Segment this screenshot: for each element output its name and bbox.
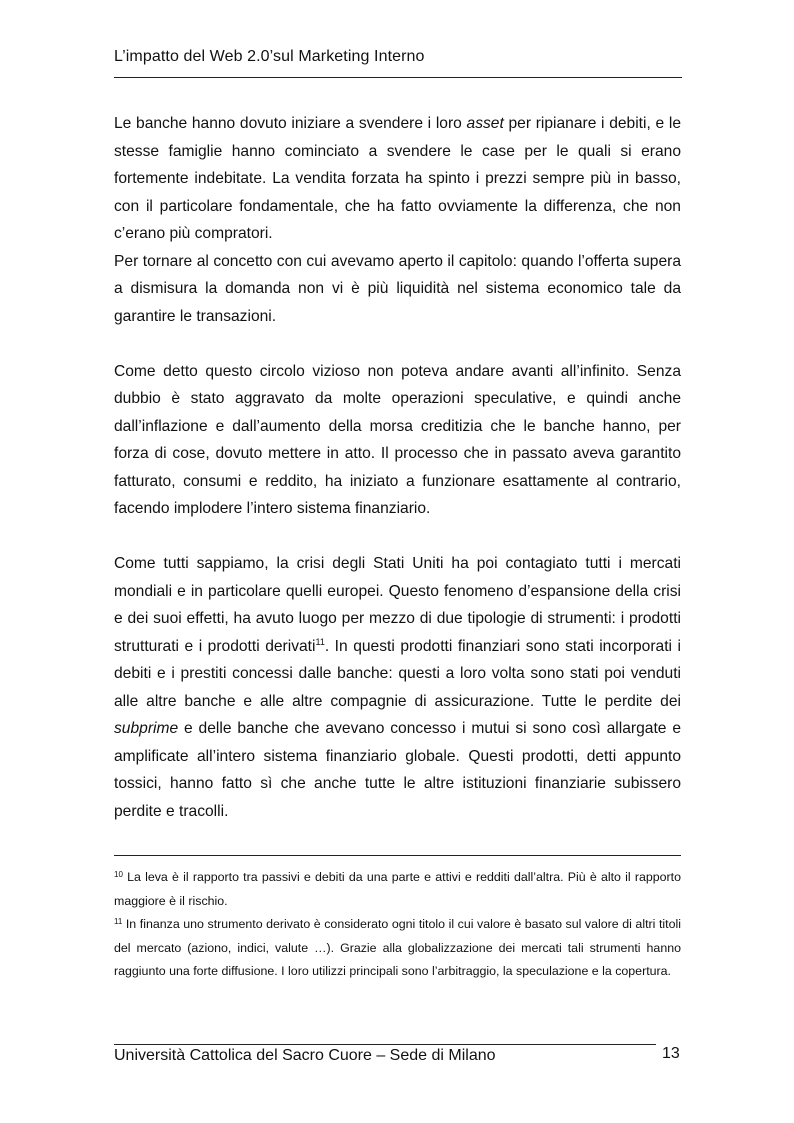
footnote-10: $^{10}$ La leva è il rapporto tra passivi e debiti da una parte e attivi e redditi dall’altra. Più è alto il rapporto maggiore è il rischio.: [114, 870, 681, 908]
running-title: L’impatto del Web 2.0’sul Marketing Interno: [114, 48, 425, 65]
paragraph-4: Come tutti sappiamo, la crisi degli Stati Uniti ha poi contagiato tutti i mercati mondiali e in particolare quelli europei. Questo fenomeno d’espansione della crisi e dei suoi effetti, ha avuto luogo per mezzo di due tipologie di strumenti: i prodotti strutturati e i prodotti derivati$^{11}$. In questi prodotti finanziari sono stati incorporati i debiti e i prestiti concessi dalle banche: questi a loro volta sono stati poi venduti alle altre banche e alle altre compagnie di assicurazione. Tutte le perdite dei subprime e delle banche che avevano concesso i mutui si sono così allargate e amplificate all’intero sistema finanziario globale. Questi prodotti, detti appunto tossici, hanno fatto sì che anche tutte le altre istituzioni finanziarie subissero perdite e tracolli.: [114, 555, 681, 820]
main-text: [114, 110, 681, 825]
footnotes: [114, 866, 681, 984]
italic-asset: asset: [466, 115, 504, 132]
footer-separator: [114, 1044, 656, 1045]
paragraph-3: Come detto questo circolo vizioso non poteva andare avanti all’infinito. Senza dubbio è stato aggravato da molte operazioni speculative, e quindi anche dall’inflazione e dall’aumento della morsa creditizia che le banche hanno, per forza di cose, dovuto mettere in atto. Il processo che in passato aveva garantito fatturato, consumi e reddito, ha iniziato a funzionare esattamente al contrario, facendo implodere l’intero sistema finanziario.: [114, 362, 681, 517]
paragraph-1: Le banche hanno dovuto iniziare a svendere i loro asset per ripianare i debiti, e le stesse famiglie hanno cominciato a svendere le case per le quali si erano fortemente indebitate. La vendita forzata ha spinto i prezzi sempre più in basso, con il particolare fondamentale, che ha fatto ovviamente la differenza, che non c’erano più compratori.: [114, 115, 681, 242]
footnote-number: 10: [114, 870, 123, 879]
footer-institution: Università Cattolica del Sacro Cuore – Sede di Milano: [114, 1047, 496, 1064]
footnote-separator: [114, 855, 681, 856]
footnote-number: 11: [114, 917, 123, 926]
footnote-ref-11[interactable]: 11: [315, 636, 325, 647]
footnote-11: $^{11}$ In finanza uno strumento derivato è considerato ogni titolo il cui valore è basato sul valore di altri titoli del mercato (aziono, indici, valute …). Grazie alla globalizzazione dei mercati tali strumenti hanno raggiunto una forte diffusione. I loro utilizzi principali sono l’arbitraggio, la speculazione e la copertura.: [114, 917, 681, 978]
page-number: 13: [662, 1045, 680, 1062]
paragraph-2: Per tornare al concetto con cui avevamo aperto il capitolo: quando l’offerta supera a dismisura la domanda non vi è più liquidità nel sistema economico tale da garantire le transazioni.: [114, 252, 681, 325]
italic-subprime: subprime: [114, 720, 179, 737]
page-header: [114, 44, 682, 78]
